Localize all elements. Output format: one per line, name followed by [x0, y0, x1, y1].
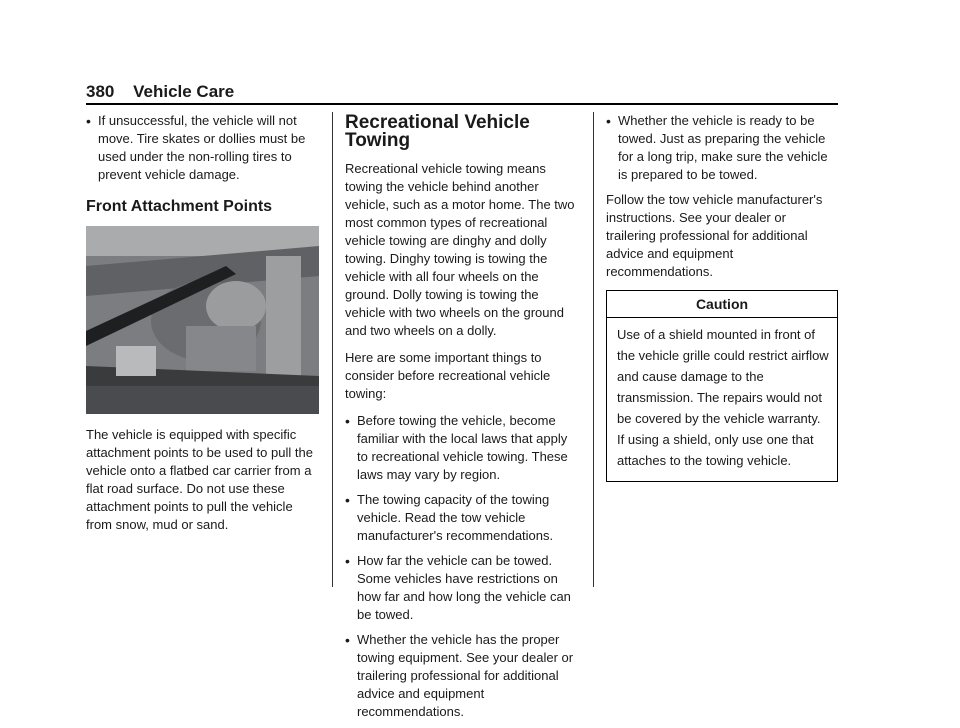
caution-text: Use of a shield mounted in front of the vehicle grille could restrict airflow and cause damage to the transmission. The repairs would not be covered by the vehicle warranty. If using a shield, only use one that attaches to the towing vehicle. [617, 327, 829, 468]
page-number: 380 [86, 82, 115, 101]
column-3 [606, 112, 838, 482]
column-divider [593, 112, 594, 587]
section-title: Vehicle Care [133, 82, 235, 101]
caution-title: Caution [607, 291, 837, 318]
column-1 [86, 112, 322, 543]
attachment-points-photo [86, 226, 319, 414]
paragraph: Recreational vehicle towing means towing the vehicle behind another vehicle, such as a motor home. The two most common types of recreational vehicle towing are dinghy and dolly towing. Dinghy towing is towing the vehicle with all four wheels on the ground. Dolly towing is towing the vehicle with two wheels on the ground and two wheels on a dolly. [345, 161, 575, 338]
bullet-item: • Whether the vehicle has the proper towing equipment. See your dealer or trailering professional for additional advice and equipment recommendations. [345, 631, 581, 721]
header-rule [86, 103, 838, 105]
column-2 [345, 112, 581, 728]
paragraph: The vehicle is equipped with specific attachment points to be used to pull the vehicle onto a flatbed car carrier from a flat road surface. Do not use these attachment points to pull the vehicle from snow, mud or sand. [86, 427, 313, 532]
paragraph: Here are some important things to consider before recreational vehicle towing: [345, 350, 551, 401]
bullet-item: • How far the vehicle can be towed. Some vehicles have restrictions on how far and how long the vehicle can be towed. [345, 552, 581, 624]
bullet-item: • The towing capacity of the towing vehicle. Read the tow vehicle manufacturer's recommendations. [345, 491, 581, 545]
section-heading: Recreational Vehicle Towing [345, 112, 530, 151]
section-heading: Front Attachment Points [86, 198, 273, 215]
page-header [86, 82, 234, 102]
bullet-item: • If unsuccessful, the vehicle will not move. Tire skates or dollies must be used under the non-rolling tires to prevent vehicle damage. [86, 112, 322, 184]
caution-box [606, 290, 838, 482]
paragraph: Follow the tow vehicle manufacturer's instructions. See your dealer or trailering professional for additional advice and equipment recommendations. [606, 192, 823, 279]
column-divider [332, 112, 333, 587]
bullet-item: • Whether the vehicle is ready to be towed. Just as preparing the vehicle for a long trip, make sure the vehicle is prepared to be towed. [606, 112, 838, 184]
bullet-item: • Before towing the vehicle, become familiar with the local laws that apply to recreational vehicle towing. These laws may vary by region. [345, 412, 581, 484]
